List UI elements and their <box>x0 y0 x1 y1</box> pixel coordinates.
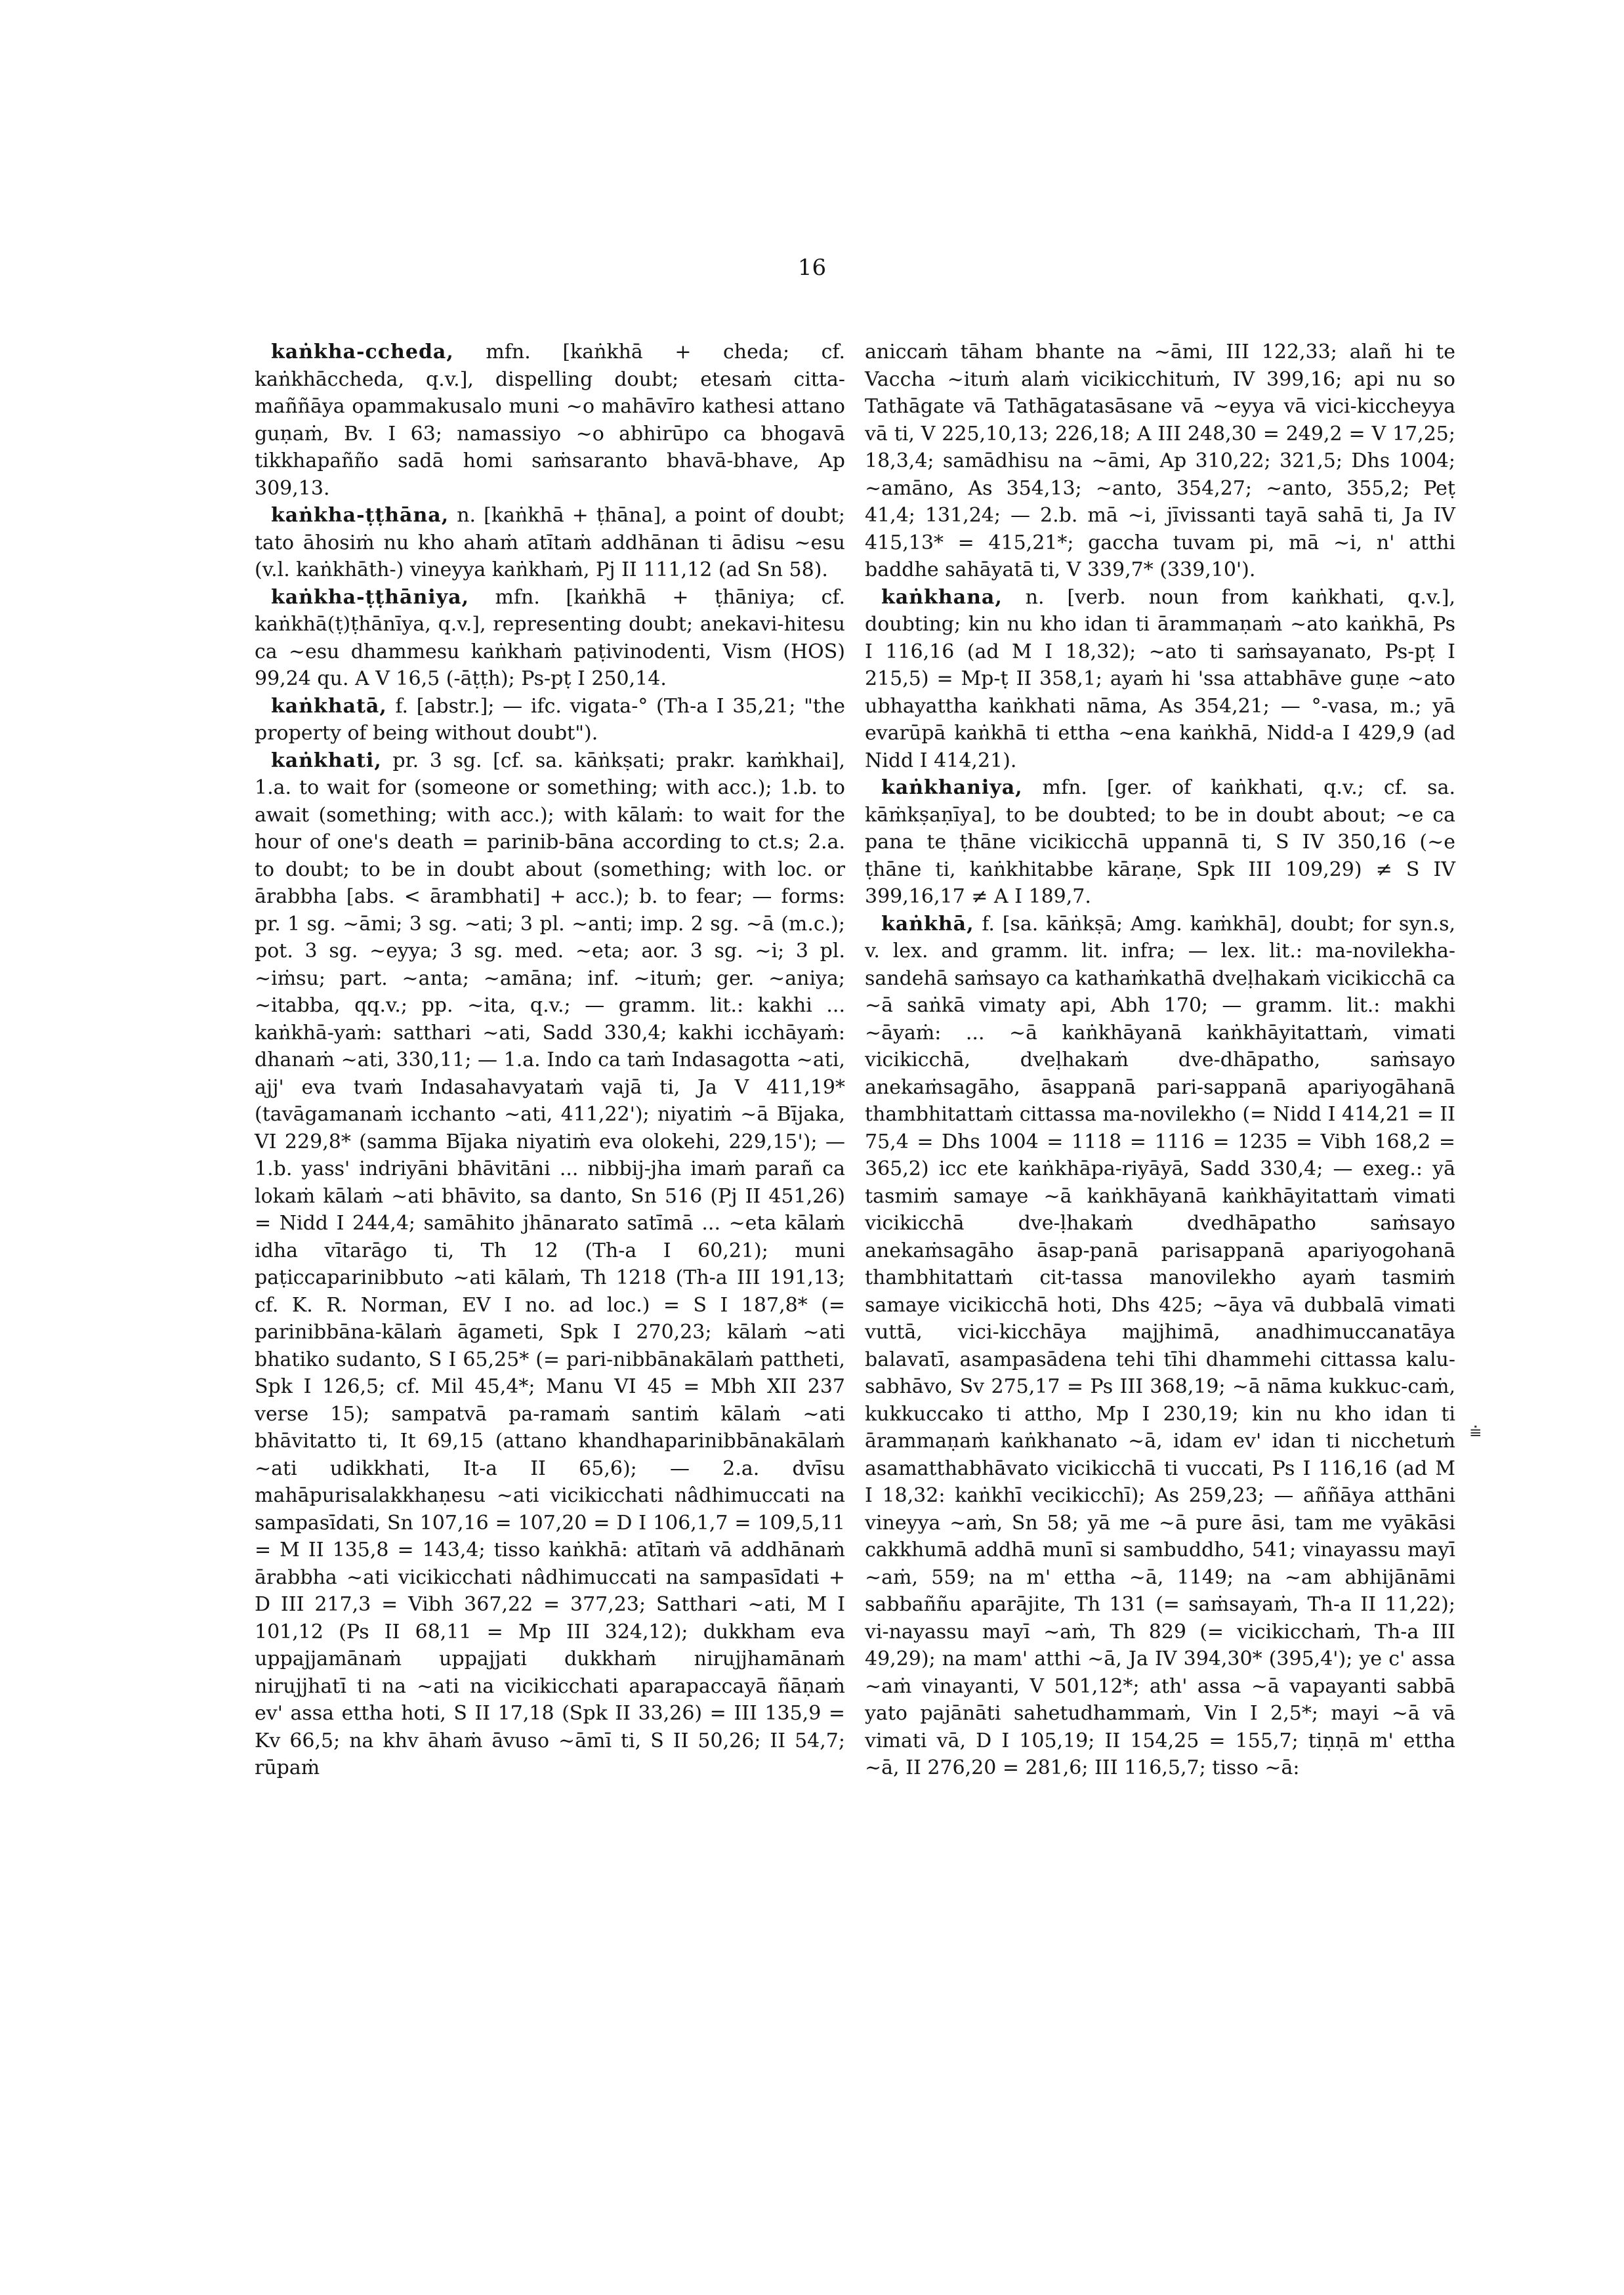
dictionary-entry <box>255 339 845 502</box>
entry-headword: kaṅkhā, <box>881 912 974 936</box>
dictionary-entry <box>255 502 845 584</box>
entry-body: mfn. [ger. of kaṅkhati, q.v.; cf. sa. kāṁkṣaṇīya], to be doubted; to be in doubt about; ~e ca pana te ṭhāne vicikicchā uppannā ti, S IV 350,16 (~e ṭhāne ti, kaṅkhitabbe kāraṇe, Spk III 109,29) ≠ S IV 399,16,17 ≠ A I 189,7. <box>865 776 1455 908</box>
entry-headword: kaṅkhana, <box>881 585 1003 609</box>
entry-body: f. [sa. kāṅkṣā; Amg. kaṁkhā], doubt; for syn.s, v. lex. and gramm. lit. infra; — lex. lit.: ma-novilekha-sandehā saṁsayo ca kathaṁkathā dveḷhakaṁ vicikicchā ca ~ā saṅkā vimaty api, Abh 170; — gramm. lit.: makhi ~āyaṁ: ... ~ā kaṅkhāyanā kaṅkhāyitattaṁ, vimati vicikicchā, dveḷhakaṁ dve-dhāpatho, saṁsayo anekaṁsagāho, āsappanā pari-sappanā apariyogāhanā thambhitattaṁ cittassa ma-novilekho (= Nidd I 414,21 = II 75,4 = Dhs 1004 = 1118 = 1116 = 1235 = Vibh 168,2 = 365,2) icc ete kaṅkhāpa-riyāyā, Sadd 330,4; — exeg.: yā tasmiṁ samaye ~ā kaṅkhāyanā kaṅkhāyitattaṁ vimati vicikicchā dve-ḷhakaṁ dvedhāpatho saṁsayo anekaṁsagāho āsap-panā parisappanā apariyogohanā thambhitattaṁ cit-tassa manovilekho ayaṁ tasmiṁ samaye vicikicchā hoti, Dhs 425; ~āya vā dubbalā vimati vuttā, vici-kicchāya majjhimā, anadhimuccanatāya balavatī, asampasādena tehi tīhi dhammehi cittassa kalu-sabhāvo, Sv 275,17 = Ps III 368,19; ~ā nāma kukkuc-caṁ, kukkuccako ti attho, Mp I 230,19; kin nu kho idan ti ārammaṇaṁ kaṅkhanato ~ā, idam ev' idan ti nicchetuṁ asamatthabhāvato vicikicchā ti vuccati, Ps I 116,16 (ad M I 18,32: kaṅkhī vecikicchī); As 259,23; — aññāya atthāni vineyya ~aṁ, Sn 58; yā me ~ā pure āsi, tam me vyākāsi cakkhumā addhā munī si sambuddho, 541; vinayassu mayī ~aṁ, 559; na m' ettha ~ā, 1149; na ~am abhijānāmi sabbaññu aparājite, Th 131 (= saṁsayaṁ, Th-a II 11,22); vi-nayassu mayī ~aṁ, Th 829 (= vicikicchaṁ, Th-a III 49,29); na mam' atthi ~ā, Ja IV 394,30* (395,4'); ye c' assa ~aṁ vinayanti, V 501,12*; ath' assa ~ā vapayanti sabbā yato pajānāti sahetudhammaṁ, Vin I 2,5*; mayi ~ā vā vimati vā, D I 105,19; II 154,25 = 155,7; tiṇṇā m' ettha ~ā, II 276,20 = 281,6; III 116,5,7; tisso ~ā: <box>865 912 1455 1779</box>
entry-body: aniccaṁ tāham bhante na ~āmi, III 122,33; alañ hi te Vaccha ~ituṁ alaṁ vicikicchituṁ, IV 399,16; api nu so Tathāgate vā Tathāgatasāsane vā ~eyya vā vici-kiccheyya vā ti, V 225,10,13; 226,18; A III 248,30 = 249,2 = V 17,25; 18,3,4; samādhisu na ~āmi, Ap 310,22; 321,5; Dhs 1004; ~amāno, As 354,13; ~anto, 354,27; ~anto, 355,2; Peṭ 41,4; 131,24; — 2.b. mā ~i, jīvissanti tayā sahā ti, Ja IV 415,13* = 415,21*; gaccha tuvam pi, mā ~i, n' atthi baddhe sahāyatā ti, V 339,7* (339,10'). <box>865 341 1455 581</box>
entry-body: n. [verb. noun from kaṅkhati, q.v.], doubting; kin nu kho idan ti ārammaṇaṁ ~ato kaṅkhā, Ps I 116,16 (ad M I 18,32); ~ato ti saṁsayanato, Ps-pṭ I 215,5) = Mp-ṭ II 358,1; ayaṁ hi 'ssa attabhāve guṇe ~ato ubhayattha kaṅkhati nāma, As 354,21; — °-vasa, m.; yā evarūpā kaṅkhā ti ettha ~ena kaṅkhā, Nidd-a I 429,9 (ad Nidd I 414,21). <box>865 585 1455 772</box>
entry-body: f. [abstr.]; — ifc. vigata-° (Th-a I 35,21; "the property of being without doubt"). <box>255 694 845 745</box>
entry-body: mfn. [kaṅkhā + ṭhāniya; cf. kaṅkhā(ṭ)ṭhānīya, q.v.], representing doubt; anekavi-hitesu ca ~esu dhammesu kaṅkhaṁ paṭivinodenti, Vism (HOS) 99,24 qu. A V 16,5 (-āṭṭh); Ps-pṭ I 250,14. <box>255 585 845 690</box>
margin-mark: ⩧ <box>1470 1420 1482 1443</box>
dictionary-entry <box>255 693 845 747</box>
dictionary-entry <box>865 774 1455 911</box>
entry-body: n. [kaṅkhā + ṭhāna], a point of doubt; tato āhosiṁ nu kho ahaṁ atītaṁ addhānan ti ādisu ~esu (v.l. kaṅkhāth-) vineyya kaṅkhaṁ, Pj II 111,12 (ad Sn 58). <box>255 504 845 581</box>
entry-headword: kaṅkhati, <box>271 749 382 772</box>
left-column <box>255 339 845 1782</box>
entry-headword: kaṅkha-ccheda, <box>271 341 454 363</box>
entry-headword: kaṅkha-ṭṭhāna, <box>271 504 449 527</box>
dictionary-entry-continuation <box>865 339 1455 584</box>
dictionary-entry <box>255 747 845 1782</box>
dictionary-entry <box>255 584 845 693</box>
entry-headword: kaṅkha-ṭṭhāniya, <box>271 585 470 609</box>
dictionary-entry <box>865 584 1455 775</box>
entry-headword: kaṅkhaniya, <box>881 776 1023 799</box>
entry-body: mfn. [kaṅkhā + cheda; cf. kaṅkhāccheda, q.v.], dispelling doubt; etesaṁ citta-maññāya opammakusalo muni ~o mahāvīro kathesi attano guṇaṁ, Bv. I 63; namassiyo ~o abhirūpo ca bhogavā tikkhapañño sadā homi saṁsaranto bhavā-bhave, Ap 309,13. <box>255 341 845 500</box>
entry-body: pr. 3 sg. [cf. sa. kāṅkṣati; prakr. kaṁkhai], 1.a. to wait for (someone or something; with acc.); 1.b. to await (something; with acc.); with kālaṁ: to wait for the hour of one's death = parinib-bāna according to ct.s; 2.a. to doubt; to be in doubt about (something; with loc. or ārabbha [abs. < ārambhati] + acc.); b. to fear; — forms: pr. 1 sg. ~āmi; 3 sg. ~ati; 3 pl. ~anti; imp. 2 sg. ~ā (m.c.); pot. 3 sg. ~eyya; 3 sg. med. ~eta; aor. 3 sg. ~i; 3 pl. ~iṁsu; part. ~anta; ~amāna; inf. ~ituṁ; ger. ~aniya; ~itabba, qq.v.; pp. ~ita, q.v.; — gramm. lit.: kakhi ... kaṅkhā-yaṁ: satthari ~ati, Sadd 330,4; kakhi icchāyaṁ: dhanaṁ ~ati, 330,11; — 1.a. Indo ca taṁ Indasagotta ~ati, ajj' eva tvaṁ Indasahavyataṁ vajā ti, Ja V 411,19* (tavāgamanaṁ icchanto ~ati, 411,22'); niyatiṁ ~ā Bījaka, VI 229,8* (samma Bījaka niyatiṁ eva olokehi, 229,15'); — 1.b. yass' indriyāni bhāvitāni ... nibbij-jha imaṁ parañ ca lokaṁ kālaṁ ~ati bhāvito, sa danto, Sn 516 (Pj II 451,26) = Nidd I 244,4; samāhito jhānarato satīmā ... ~eta kālaṁ idha vītarāgo ti, Th 12 (Th-a I 60,21); muni paṭiccaparinibbuto ~ati kālaṁ, Th 1218 (Th-a III 191,13; cf. K. R. Norman, EV I no. ad loc.) = S I 187,8* (= parinibbāna-kālaṁ āgameti, Spk I 270,23; kālaṁ ~ati bhatiko sudanto, S I 65,25* (= pari-nibbānakālaṁ pattheti, Spk I 126,5; cf. Mil 45,4*; Manu VI 45 = Mbh XII 237 verse 15); sampatvā pa-ramaṁ santiṁ kālaṁ ~ati bhāvitatto ti, It 69,15 (attano khandhaparinibbānakālaṁ ~ati udikkhati, It-a II 65,6); — 2.a. dvīsu mahāpurisalakkhaṇesu ~ati vicikicchati nâdhimuccati na sampasīdati, Sn 107,16 = 107,20 = D I 106,1,7 = 109,5,11 = M II 135,8 = 143,4; tisso kaṅkhā: atītaṁ vā addhānaṁ ārabbha ~ati vicikicchati nâdhimuccati na sampasīdati + D III 217,3 = Vibh 367,22 = 377,23; Satthari ~ati, M I 101,12 (Ps II 68,11 = Mp III 324,12); dukkham eva uppajjamānaṁ uppajjati dukkhaṁ nirujjhamānaṁ nirujjhatī ti na ~ati na vicikicchati aparapaccayā ñāṇaṁ ev' assa ettha hoti, S II 17,18 (Spk II 33,26) = III 135,9 = Kv 66,5; na khv āhaṁ āvuso ~āmī ti, S II 50,26; II 54,7; rūpaṁ <box>255 749 845 1779</box>
dictionary-entry <box>865 911 1455 1782</box>
entry-headword: kaṅkhatā, <box>271 694 387 718</box>
page-number: 16 <box>797 255 827 281</box>
right-column <box>865 339 1455 1782</box>
